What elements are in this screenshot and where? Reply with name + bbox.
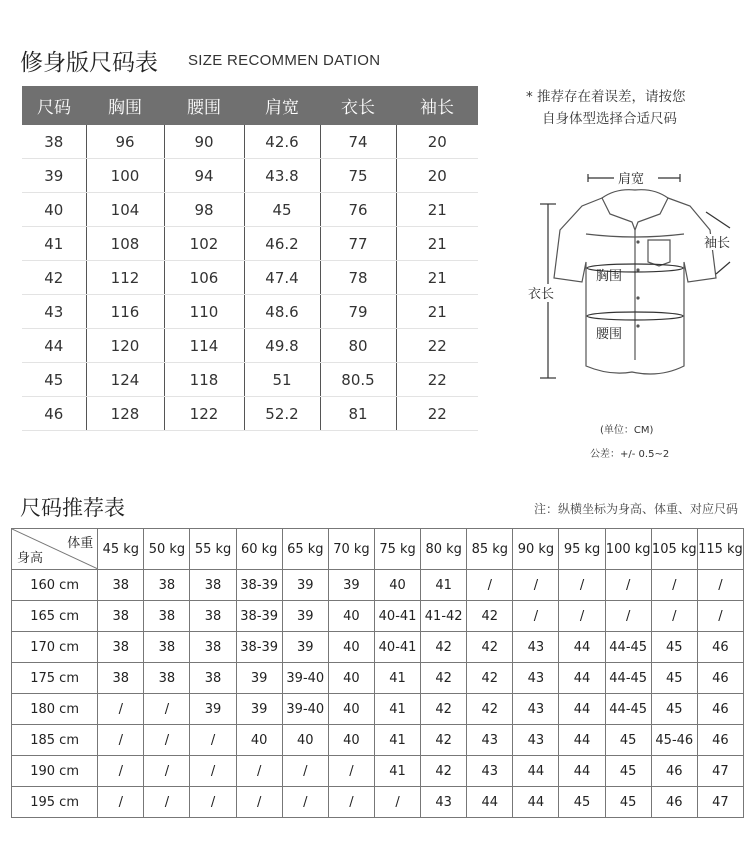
size-cell: 21 (396, 227, 478, 261)
height-cell: 180 cm (12, 694, 98, 725)
size-cell: 20 (396, 125, 478, 159)
size-cell: 80.5 (320, 363, 396, 397)
recommend-size-cell: 39 (282, 601, 328, 632)
recommend-size-cell: / (328, 756, 374, 787)
size-cell: 75 (320, 159, 396, 193)
recommend-size-cell: 38 (98, 601, 144, 632)
recommend-size-cell: / (282, 787, 328, 818)
size-cell: 122 (164, 397, 244, 431)
size-cell: 43 (22, 295, 86, 329)
weight-header-cell: 45 kg (98, 529, 144, 570)
size-cell: 41 (22, 227, 86, 261)
size-cell: 44 (22, 329, 86, 363)
recommend-size-cell: 39 (236, 694, 282, 725)
height-cell: 185 cm (12, 725, 98, 756)
size-cell: 52.2 (244, 397, 320, 431)
recommend-size-cell: / (374, 787, 420, 818)
recommend-size-cell: 42 (421, 756, 467, 787)
size-cell: 46 (22, 397, 86, 431)
recommend-size-cell: / (144, 725, 190, 756)
recommend-size-cell: / (236, 756, 282, 787)
recommend-size-cell: 46 (697, 632, 743, 663)
recommend-size-cell: 43 (421, 787, 467, 818)
size-cell: 96 (86, 125, 164, 159)
recommend-size-cell: 44 (559, 663, 605, 694)
recommend-size-cell: 40 (328, 725, 374, 756)
recommend-size-cell: 40-41 (374, 601, 420, 632)
recommend-size-cell: / (144, 787, 190, 818)
recommend-size-cell: 38 (190, 632, 236, 663)
size-cell: 22 (396, 329, 478, 363)
recommend-size-cell: 39 (282, 570, 328, 601)
size-cell: 47.4 (244, 261, 320, 295)
recommend-size-cell: / (651, 570, 697, 601)
recommend-size-cell: 39 (328, 570, 374, 601)
recommend-size-cell: / (144, 756, 190, 787)
recommend-size-cell: 46 (697, 663, 743, 694)
unit-label: (单位：CM) (600, 425, 654, 436)
size-cell: 45 (22, 363, 86, 397)
size-table-header (22, 86, 478, 125)
recommend-size-cell: 46 (697, 725, 743, 756)
recommend-chart-title: 尺码推荐表 (20, 496, 125, 520)
corner-height-label: 身高 (17, 551, 44, 566)
size-cell: 90 (164, 125, 244, 159)
recommend-size-cell: 44 (513, 756, 559, 787)
recommend-size-cell: 38 (144, 632, 190, 663)
recommend-table-row (12, 601, 744, 632)
recommend-size-cell: 40 (374, 570, 420, 601)
recommend-size-cell: 43 (513, 632, 559, 663)
waist-label: 腰围 (596, 327, 623, 342)
weight-header-cell: 105 kg (651, 529, 697, 570)
recommend-size-cell: / (328, 787, 374, 818)
recommend-size-cell: 42 (467, 694, 513, 725)
size-header-cell: 胸围 (86, 86, 164, 125)
recommend-size-cell: 39-40 (282, 694, 328, 725)
recommend-table (11, 528, 744, 818)
size-cell: 80 (320, 329, 396, 363)
recommend-size-cell: 38 (190, 570, 236, 601)
recommend-size-cell: 46 (651, 756, 697, 787)
recommend-size-cell: 39 (190, 694, 236, 725)
recommend-size-cell: / (559, 601, 605, 632)
size-cell: 48.6 (244, 295, 320, 329)
size-cell: 42 (22, 261, 86, 295)
recommend-size-cell: 40-41 (374, 632, 420, 663)
sleeve-label: 袖长 (704, 236, 731, 251)
recommend-size-cell: 47 (697, 756, 743, 787)
corner-cell (12, 529, 98, 570)
height-cell: 165 cm (12, 601, 98, 632)
size-cell: 118 (164, 363, 244, 397)
size-chart-title: 修身版尺码表 (20, 50, 158, 76)
size-cell: 124 (86, 363, 164, 397)
recommend-size-cell: / (513, 570, 559, 601)
size-cell: 76 (320, 193, 396, 227)
recommend-size-cell: 42 (421, 725, 467, 756)
recommend-size-cell: 45 (651, 694, 697, 725)
corner-weight-label: 体重 (67, 536, 94, 551)
weight-header-cell: 115 kg (697, 529, 743, 570)
size-cell: 102 (164, 227, 244, 261)
recommend-size-cell: 41 (374, 663, 420, 694)
recommend-table-row (12, 694, 744, 725)
recommend-size-cell: 43 (467, 756, 513, 787)
recommend-table-row (12, 663, 744, 694)
size-cell: 38 (22, 125, 86, 159)
size-cell: 112 (86, 261, 164, 295)
size-cell: 51 (244, 363, 320, 397)
recommend-size-cell: / (697, 570, 743, 601)
recommend-table-row (12, 787, 744, 818)
recommend-table-row (12, 756, 744, 787)
recommend-size-cell: 44 (559, 756, 605, 787)
size-cell: 46.2 (244, 227, 320, 261)
recommend-table-row (12, 570, 744, 601)
recommend-size-cell: 41 (421, 570, 467, 601)
weight-header-cell: 70 kg (328, 529, 374, 570)
height-cell: 195 cm (12, 787, 98, 818)
recommend-size-cell: 38 (98, 570, 144, 601)
size-cell: 106 (164, 261, 244, 295)
recommend-size-cell: 39 (236, 663, 282, 694)
size-cell: 21 (396, 261, 478, 295)
recommend-size-cell: / (697, 601, 743, 632)
size-cell: 40 (22, 193, 86, 227)
size-header-cell: 衣长 (320, 86, 396, 125)
height-cell: 190 cm (12, 756, 98, 787)
size-cell: 94 (164, 159, 244, 193)
recommend-size-cell: 42 (467, 663, 513, 694)
recommend-size-cell: 45 (559, 787, 605, 818)
weight-header-cell: 60 kg (236, 529, 282, 570)
recommend-size-cell: 40 (328, 694, 374, 725)
recommend-size-cell: 42 (467, 601, 513, 632)
recommend-size-cell: 38 (98, 663, 144, 694)
recommend-size-cell: / (282, 756, 328, 787)
weight-header-cell: 50 kg (144, 529, 190, 570)
recommend-size-cell: 43 (467, 725, 513, 756)
tolerance-label: 公差：+/- 0.5~2 (590, 449, 670, 460)
recommend-size-cell: 41 (374, 756, 420, 787)
sleeve-line (706, 212, 730, 228)
recommend-size-cell: / (144, 694, 190, 725)
recommend-size-cell: 45 (605, 756, 651, 787)
recommend-size-cell: / (605, 601, 651, 632)
size-header-cell: 尺码 (22, 86, 86, 125)
size-cell: 108 (86, 227, 164, 261)
weight-header-cell: 55 kg (190, 529, 236, 570)
recommend-size-cell: / (605, 570, 651, 601)
size-table-row (22, 193, 478, 227)
size-cell: 21 (396, 193, 478, 227)
recommend-size-cell: 38-39 (236, 632, 282, 663)
recommend-chart-note: 注：纵横坐标为身高、体重、对应尺码 (533, 502, 738, 516)
size-cell: 104 (86, 193, 164, 227)
shirt-measurement-diagram (520, 170, 740, 390)
size-table-row (22, 159, 478, 193)
recommend-size-cell: / (513, 601, 559, 632)
size-cell: 116 (86, 295, 164, 329)
chest-label: 胸围 (596, 269, 623, 284)
recommend-size-cell: 42 (421, 663, 467, 694)
recommend-size-cell: 42 (421, 694, 467, 725)
recommend-table-row (12, 632, 744, 663)
recommend-size-cell: 44 (559, 694, 605, 725)
recommend-size-cell: 38 (144, 570, 190, 601)
recommend-size-cell: 44 (559, 725, 605, 756)
recommend-size-cell: 40 (328, 601, 374, 632)
size-table-row (22, 125, 478, 159)
recommend-size-cell: 47 (697, 787, 743, 818)
size-table-row (22, 397, 478, 431)
shirt-buttons-icon (636, 240, 639, 327)
recommend-size-cell: 44-45 (605, 663, 651, 694)
recommend-size-cell: 42 (467, 632, 513, 663)
recommend-table-row (12, 725, 744, 756)
recommend-size-cell: 38 (98, 632, 144, 663)
recommend-size-cell: / (236, 787, 282, 818)
recommend-size-cell: 41 (374, 725, 420, 756)
recommend-size-cell: / (190, 756, 236, 787)
shirt-outline-icon (554, 190, 716, 374)
recommend-size-cell: / (467, 570, 513, 601)
size-cell: 42.6 (244, 125, 320, 159)
recommend-size-cell: 40 (328, 632, 374, 663)
recommend-size-cell: 39-40 (282, 663, 328, 694)
size-header-cell: 腰围 (164, 86, 244, 125)
recommend-size-cell: 38 (144, 601, 190, 632)
weight-header-cell: 75 kg (374, 529, 420, 570)
recommend-size-cell: 44 (467, 787, 513, 818)
size-cell: 74 (320, 125, 396, 159)
recommend-size-cell: 38 (190, 601, 236, 632)
size-table-row (22, 329, 478, 363)
recommend-size-cell: 40 (282, 725, 328, 756)
recommend-size-cell: / (651, 601, 697, 632)
recommend-size-cell: 42 (421, 632, 467, 663)
recommend-size-cell: 44 (559, 632, 605, 663)
height-cell: 170 cm (12, 632, 98, 663)
recommend-size-cell: 45-46 (651, 725, 697, 756)
recommend-size-cell: 43 (513, 663, 559, 694)
size-cell: 120 (86, 329, 164, 363)
recommend-size-cell: 46 (651, 787, 697, 818)
recommend-size-cell: 45 (605, 787, 651, 818)
size-cell: 77 (320, 227, 396, 261)
size-header-cell: 袖长 (396, 86, 478, 125)
recommend-size-cell: / (190, 725, 236, 756)
recommend-size-cell: 38 (190, 663, 236, 694)
size-cell: 100 (86, 159, 164, 193)
weight-header-cell: 95 kg (559, 529, 605, 570)
recommend-size-cell: 45 (651, 632, 697, 663)
recommend-size-cell: 41-42 (421, 601, 467, 632)
size-cell: 20 (396, 159, 478, 193)
shoulder-label: 肩宽 (618, 172, 645, 187)
recommend-size-cell: / (98, 756, 144, 787)
recommend-size-cell: 40 (328, 663, 374, 694)
size-cell: 21 (396, 295, 478, 329)
size-cell: 39 (22, 159, 86, 193)
height-cell: 160 cm (12, 570, 98, 601)
weight-header-cell: 90 kg (513, 529, 559, 570)
recommend-size-cell: 43 (513, 725, 559, 756)
weight-header-cell: 100 kg (605, 529, 651, 570)
size-cell: 98 (164, 193, 244, 227)
size-note (526, 86, 686, 130)
weight-header-cell: 80 kg (421, 529, 467, 570)
recommend-size-cell: 46 (697, 694, 743, 725)
size-cell: 128 (86, 397, 164, 431)
size-header-cell: 肩宽 (244, 86, 320, 125)
size-cell: 45 (244, 193, 320, 227)
recommend-size-cell: 38 (144, 663, 190, 694)
size-note-line1: * 推荐存在着误差，请按您 (526, 89, 686, 105)
recommend-size-cell: / (559, 570, 605, 601)
recommend-size-cell: 41 (374, 694, 420, 725)
size-table-row (22, 363, 478, 397)
recommend-size-cell: 44-45 (605, 632, 651, 663)
recommend-table-header (12, 529, 744, 570)
recommend-size-cell: / (98, 787, 144, 818)
height-cell: 175 cm (12, 663, 98, 694)
recommend-size-cell: 40 (236, 725, 282, 756)
size-table-row (22, 295, 478, 329)
size-cell: 22 (396, 397, 478, 431)
size-table (22, 86, 478, 431)
size-table-row (22, 227, 478, 261)
size-cell: 78 (320, 261, 396, 295)
size-cell: 49.8 (244, 329, 320, 363)
recommend-size-cell: 38-39 (236, 570, 282, 601)
recommend-size-cell: 45 (605, 725, 651, 756)
size-cell: 43.8 (244, 159, 320, 193)
size-cell: 114 (164, 329, 244, 363)
recommend-size-cell: 43 (513, 694, 559, 725)
size-cell: 110 (164, 295, 244, 329)
length-label: 衣长 (528, 287, 555, 302)
recommend-size-cell: 45 (651, 663, 697, 694)
weight-header-cell: 85 kg (467, 529, 513, 570)
size-note-line2: 自身体型选择合适尺码 (542, 111, 677, 127)
size-cell: 79 (320, 295, 396, 329)
recommend-size-cell: 44-45 (605, 694, 651, 725)
recommend-size-cell: / (98, 725, 144, 756)
size-chart-subtitle: SIZE RECOMMEN DATION (188, 52, 381, 69)
recommend-size-cell: / (190, 787, 236, 818)
recommend-size-cell: / (98, 694, 144, 725)
recommend-size-cell: 39 (282, 632, 328, 663)
size-table-row (22, 261, 478, 295)
recommend-size-cell: 44 (513, 787, 559, 818)
size-cell: 81 (320, 397, 396, 431)
weight-header-cell: 65 kg (282, 529, 328, 570)
recommend-size-cell: 38-39 (236, 601, 282, 632)
size-cell: 22 (396, 363, 478, 397)
